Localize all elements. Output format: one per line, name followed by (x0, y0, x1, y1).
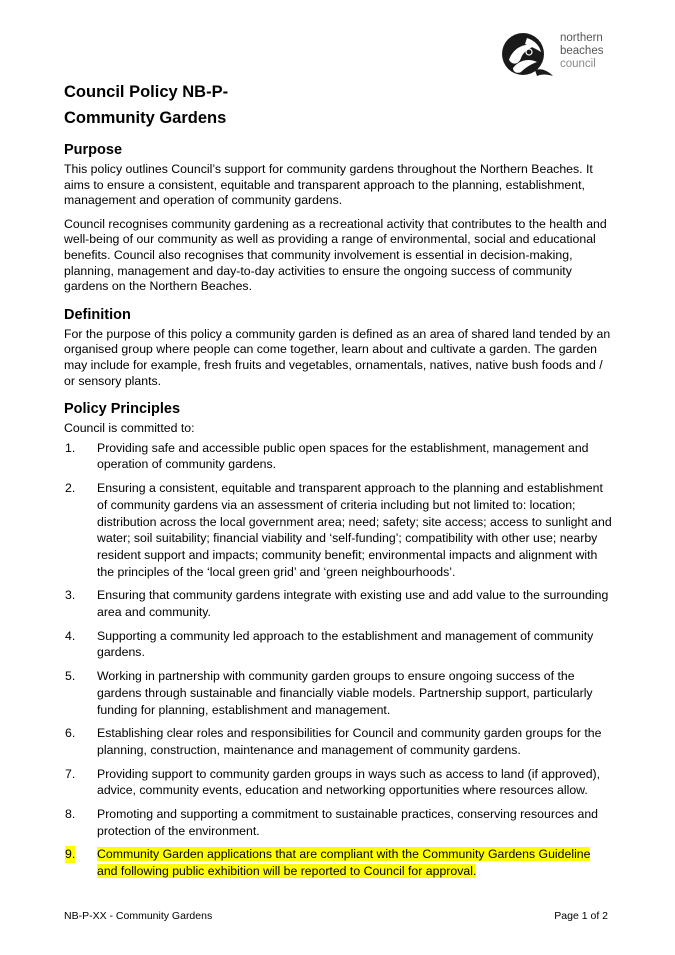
page-title-line-1: Council Policy NB-P- (64, 83, 229, 101)
list-item (64, 480, 614, 580)
highlighted-list-item (64, 846, 614, 879)
list-item-text: Providing support to community garden groups in ways such as access to land (if approved), advice, community events, education and networking opportunities where resources allow. (97, 766, 601, 798)
principles-list (64, 440, 614, 880)
footer-doc-ref: NB-P-XX - Community Gardens (64, 910, 213, 922)
list-item (64, 440, 614, 473)
list-number: 5. (65, 669, 76, 684)
list-number: 4. (65, 628, 76, 643)
definition-heading: Definition (64, 306, 131, 323)
purpose-paragraph: Council recognises community gardening as a recreational activity that contributes to the health and well-being of our community as well as providing a range of environmental, social and educational benefits. Council also recognises that community involvement is essential in decision-making, planning, management and day-to-day activities to ensure the ongoing success of community gardens on the Northern Beaches. (64, 216, 607, 294)
list-item (64, 725, 614, 758)
list-number: 3. (65, 588, 76, 603)
list-number: 7. (65, 766, 76, 781)
footer-page-number: Page 1 of 2 (554, 910, 608, 922)
list-item-text: Working in partnership with community garden groups to ensure ongoing success of the gardens through sustainable and financially viable models. Partnership support, particularly funding for planning, establishment and management. (97, 669, 593, 717)
page-title-line-2: Community Gardens (64, 109, 227, 127)
list-item (64, 628, 614, 661)
list-item-text-highlighted (97, 846, 614, 879)
logo-line-1: northern (560, 32, 603, 44)
logo-line-3: council (560, 58, 596, 70)
logo-line-2: beaches (560, 45, 604, 57)
list-item-text: Establishing clear roles and responsibilities for Council and community garden groups for the planning, construction, maintenance and management of community gardens. (97, 726, 602, 757)
list-item-text: Ensuring that community gardens integrate with existing use and add value to the surrounding area and community. (97, 588, 609, 620)
definition-paragraph: For the purpose of this policy a community garden is defined as an area of shared land tended by an organised group where people can come together, learn about and cultivate a garden. The garden may include for example, fresh fruits and vegetables, ornamentals, natives, native bush foods and / or sensory plants. (64, 326, 611, 388)
purpose-heading: Purpose (64, 142, 123, 158)
list-item-text: Promoting and supporting a commitment to sustainable practices, conserving resources and protection of the environment. (97, 807, 599, 838)
list-item-text: Providing safe and accessible public open spaces for the establishment, management and operation of community gardens. (97, 440, 589, 472)
list-item (64, 587, 614, 620)
logo-wordmark (560, 32, 603, 71)
highlighted-text: Community Garden applications that are compliant with the Community Gardens Guideline and following public exhibition will be reported to Council for approval. (97, 847, 591, 879)
definition-section (64, 306, 614, 389)
purpose-section (64, 141, 614, 295)
principles-heading: Policy Principles (64, 401, 181, 418)
purpose-paragraph: This policy outlines Council’s support for community gardens throughout the Northern Beaches. It aims to ensure a consistent, equitable and transparent approach to the planning, establishment, management and operation of community gardens. (64, 162, 593, 208)
northern-beaches-emblem-icon (499, 30, 555, 82)
list-item (64, 668, 614, 718)
policy-document (64, 82, 614, 880)
list-item-text: Supporting a community led approach to the establishment and management of community gardens. (97, 628, 594, 660)
list-number: 9. (65, 847, 76, 862)
council-logo (499, 30, 619, 82)
policy-principles-section (64, 400, 614, 880)
list-item (64, 806, 614, 839)
list-item-text: Ensuring a consistent, equitable and transparent approach to the planning and establishment of community gardens via an assessment of criteria including but not limited to: location; distribution across the local government area; need; safety; site access; access to sunlight and water; soil suitability; financial viability and ‘self-funding’; compatibility with other use; nearby resident support and impacts; community benefit; environmental impacts and alignment with the principles of the ‘local green grid’ and ‘green neighbourhoods’. (97, 481, 612, 579)
list-number: 1. (65, 440, 76, 455)
list-number: 8. (65, 807, 76, 822)
list-item (64, 766, 614, 799)
list-number: 6. (65, 726, 76, 741)
principles-intro: Council is committed to: (64, 421, 195, 436)
list-number: 2. (65, 481, 76, 496)
